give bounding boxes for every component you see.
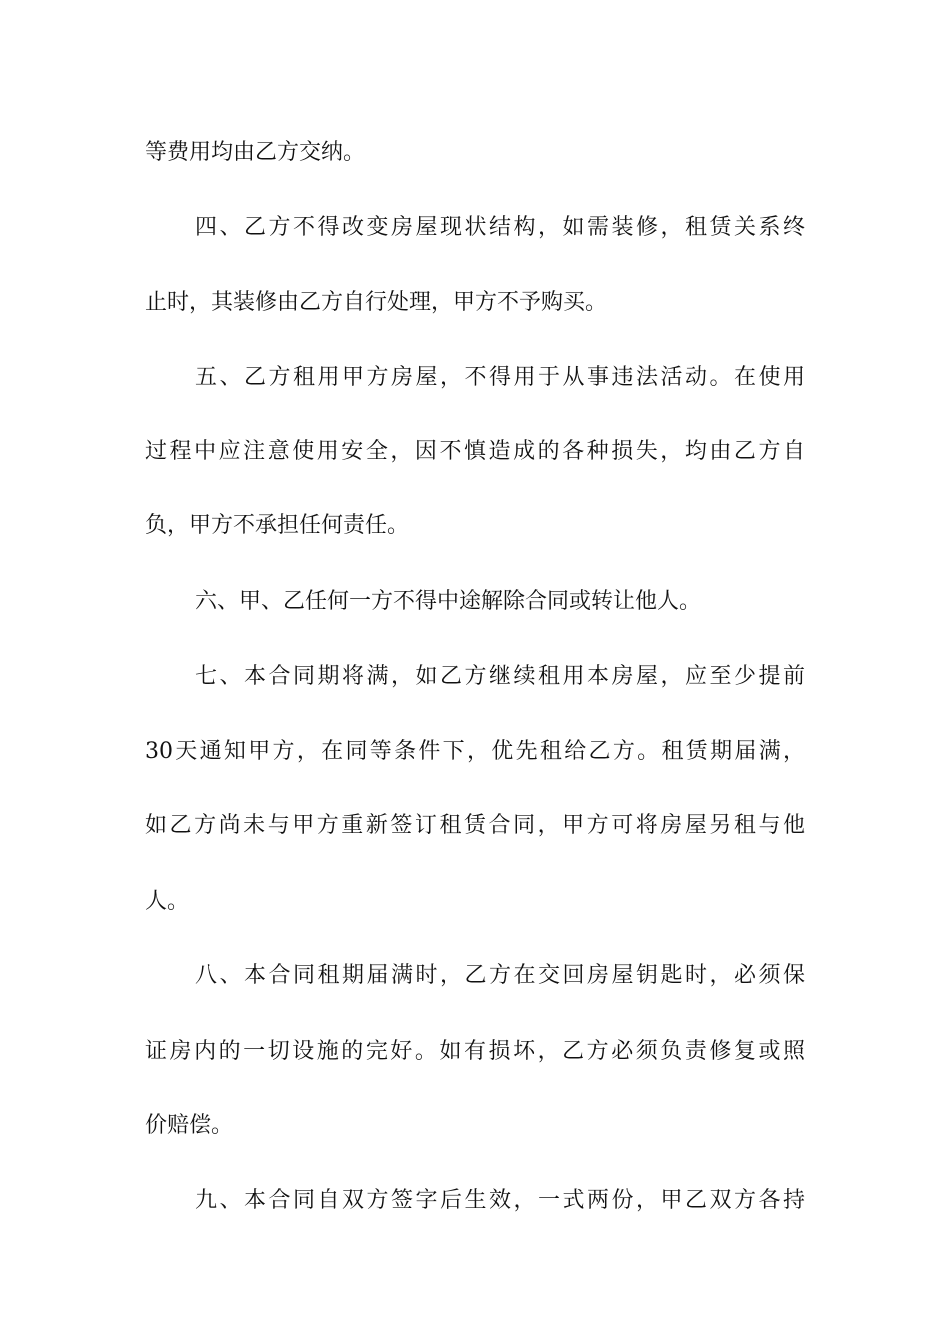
- clause-5-line-2: 过程中应注意使用安全，因不慎造成的各种损失，均由乙方自: [145, 439, 805, 464]
- clause-4-line-1: 四、乙方不得改变房屋现状结构，如需装修，租赁关系终: [195, 215, 805, 240]
- clause-6-line-1: 六、甲、乙任何一方不得中途解除合同或转让他人。: [195, 589, 702, 614]
- clause-9-line-1: 九、本合同自双方签字后生效，一式两份，甲乙双方各持: [195, 1188, 805, 1213]
- clause-5-line-1: 五、乙方租用甲方房屋，不得用于从事违法活动。在使用: [195, 365, 805, 390]
- clause-7-line-4: 人。: [145, 889, 190, 914]
- text-line: 等费用均由乙方交纳。: [145, 140, 366, 165]
- clause-8-line-2: 证房内的一切设施的完好。如有损坏，乙方必须负责修复或照: [145, 1039, 805, 1064]
- clause-5-line-3: 负，甲方不承担任何责任。: [145, 513, 410, 538]
- clause-8-line-3: 价赔偿。: [145, 1113, 234, 1138]
- clause-7-line-3: 如乙方尚未与甲方重新签订租赁合同，甲方可将房屋另租与他: [145, 813, 805, 838]
- clause-4-line-2: 止时，其装修由乙方自行处理，甲方不予购买。: [145, 290, 608, 315]
- clause-7-line-2: 30天通知甲方，在同等条件下，优先租给乙方。租赁期届满，: [145, 739, 805, 764]
- clause-7-line-1: 七、本合同期将满，如乙方继续租用本房屋，应至少提前: [195, 664, 805, 689]
- clause-8-line-1: 八、本合同租期届满时，乙方在交回房屋钥匙时，必须保: [195, 963, 805, 988]
